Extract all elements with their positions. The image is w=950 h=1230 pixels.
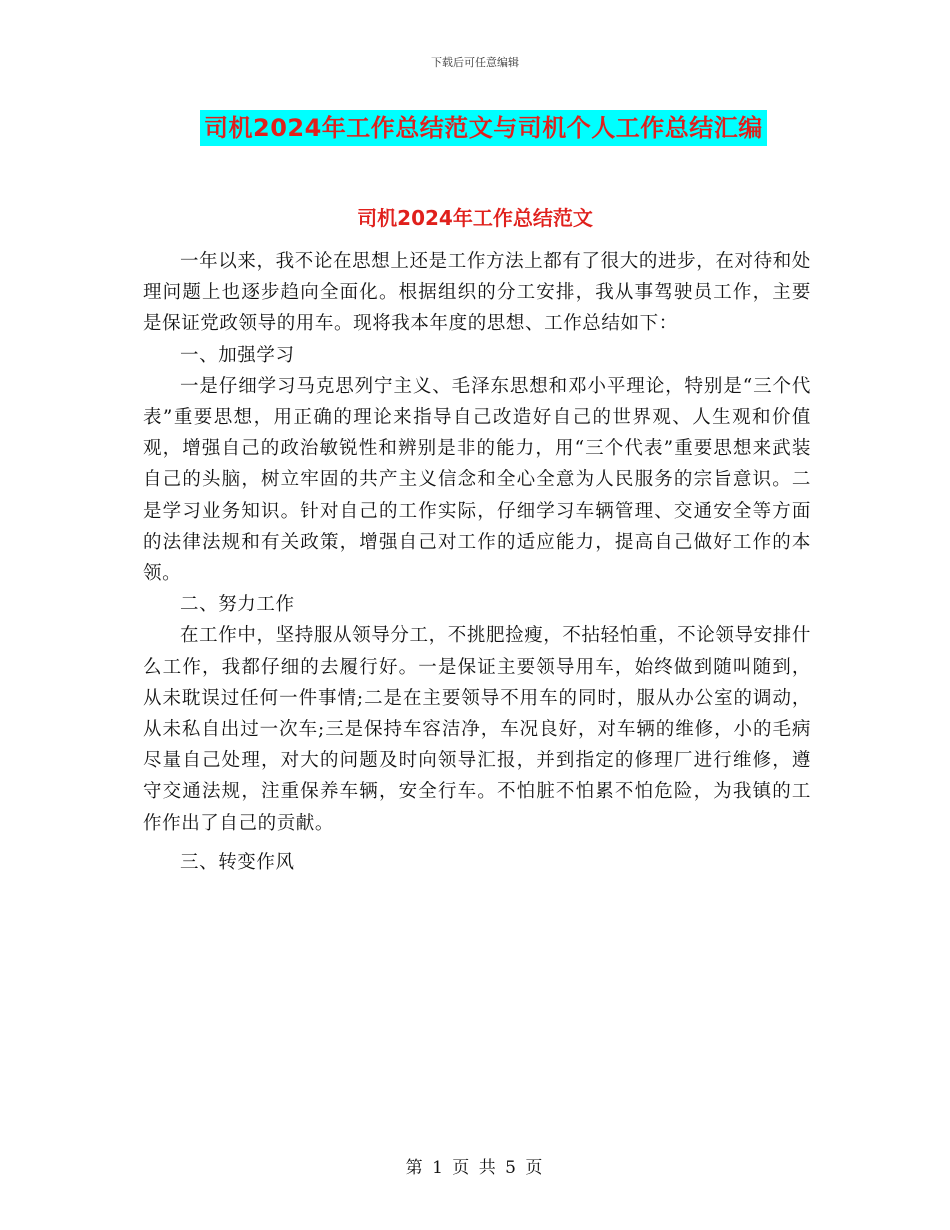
paragraph-work: 在工作中，坚持服从领导分工，不挑肥捡瘦，不拈轻怕重，不论领导安排什么工作，我都仔细的去履行好。一是保证主要领导用车，始终做到随叫随到，从未耽误过任何一件事情;二是在主要领导不用车的同时，服从办公室的调动，从未私自出过一次车;三是保持车容洁净，车况良好，对车辆的维修，小的毛病尽量自己处理，对大的问题及时向领导汇报，并到指定的修理厂进行维修，遵守交通法规，注重保养车辆，安全行车。不怕脏不怕累不怕危险，为我镇的工作作出了自己的贡献。	[143, 625, 811, 834]
main-title: 司机2024年工作总结范文与司机个人工作总结汇编	[200, 110, 767, 146]
heading-work: 二、努力工作	[180, 594, 295, 616]
section-title: 司机2024年工作总结范文	[357, 206, 593, 230]
main-title-wrap	[200, 110, 800, 146]
page-footer: 第 1 页 共 5 页	[405, 1158, 545, 1178]
header-note: 下载后可任意编辑	[431, 56, 519, 69]
document-body	[143, 246, 811, 878]
paragraph-intro: 一年以来，我不论在思想上还是工作方法上都有了很大的进步，在对待和处理问题上也逐步趋向全面化。根据组织的分工安排，我从事驾驶员工作，主要是保证党政领导的用车。现将我本年度的思想、工作总结如下：	[143, 251, 811, 335]
paragraph-study: 一是仔细学习马克思列宁主义、毛泽东思想和邓小平理论，特别是“三个代表”重要思想，用正确的理论来指导自己改造好自己的世界观、人生观和价值观，增强自己的政治敏锐性和辨别是非的能力，用“三个代表”重要思想来武装自己的头脑，树立牢固的共产主义信念和全心全意为人民服务的宗旨意识。二是学习业务知识。针对自己的工作实际，仔细学习车辆管理、交通安全等方面的法律法规和有关政策，增强自己对工作的适应能力，提高自己做好工作的本领。	[143, 375, 811, 585]
heading-style: 三、转变作风	[180, 851, 295, 873]
heading-study: 一、加强学习	[180, 344, 295, 366]
